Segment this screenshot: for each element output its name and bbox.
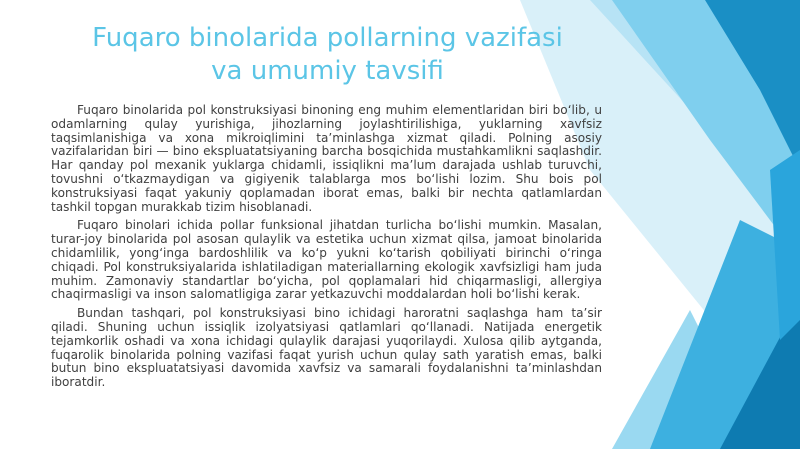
body-paragraph-1: Fuqaro binolarida pol konstruksiyasi binoning eng muhim elementlaridan biri bo‘lib, u odamlarning qulay yurishiga, jihozlarning joylashtirilishiga, yuklarning xavfsiz taqsimlanishiga va xona mikroiqlimini ta’minlashga xizmat qiladi. Polning asosiy vazifalaridan biri — bino ekspluatatsiyaning barcha bosqichida mustahkamlikni saqlashdir. Har qanday pol mexanik yuklarga chidamli, issiqlikni ma’lum darajada ushlab turuvchi, tovushni o‘tkazmaydigan va gigiyenik talablarga mos bo‘lishi lozim. Shu bois pol konstruksiyasi faqat yakuniy qoplamadan iborat emas, balki bir nechta qatlamlardan tashkil topgan murakkab tizim hisoblanadi. <box>51 103 602 214</box>
slide-title-line-2: va umumiy tavsifi <box>211 56 444 86</box>
slide-title-line-1: Fuqaro binolarida pollarning vazifasi <box>92 23 563 53</box>
body-paragraph-2: Fuqaro binolari ichida pollar funksional jihatdan turlicha bo‘lishi mumkin. Masalan, turar-joy binolarida pol asosan qulaylik va estetika uchun xizmat qilsa, jamoat binolarida chidamlilik, yong‘inga bardoshlilik va ko‘p yukni ko‘tarish qobiliyati birinchi o‘ringa chiqadi. Pol konstruksiyalarida ishlatiladigan materiallarning ekologik xavfsizligi ham juda muhim. Zamonaviy standartlar bo‘yicha, pol qoplamalari hid chiqarmasligi, allergiya chaqirmasligi va inson salomatligiga zarar yetkazuvchi moddalardan holi bo‘lishi kerak. <box>51 218 602 302</box>
slide-body <box>51 104 602 395</box>
slide-title <box>40 22 615 88</box>
body-paragraph-3: Bundan tashqari, pol konstruksiyasi bino ichidagi haroratni saqlashga ham ta’sir qiladi. Shuning uchun issiqlik izolyatsiyasi qatlamlari qo‘llanadi. Natijada energetik tejamkorlik oshadi va xona ichidagi qulaylik darajasi yuqorilaydi. Xulosa qilib aytganda, fuqarolik binolarida polning vazifasi faqat yurish uchun qulay sath yaratish emas, balki butun bino ekspluatatsiyasi davomida xavfsiz va samarali foydalanishni ta’minlashdan iboratdir. <box>51 306 602 390</box>
